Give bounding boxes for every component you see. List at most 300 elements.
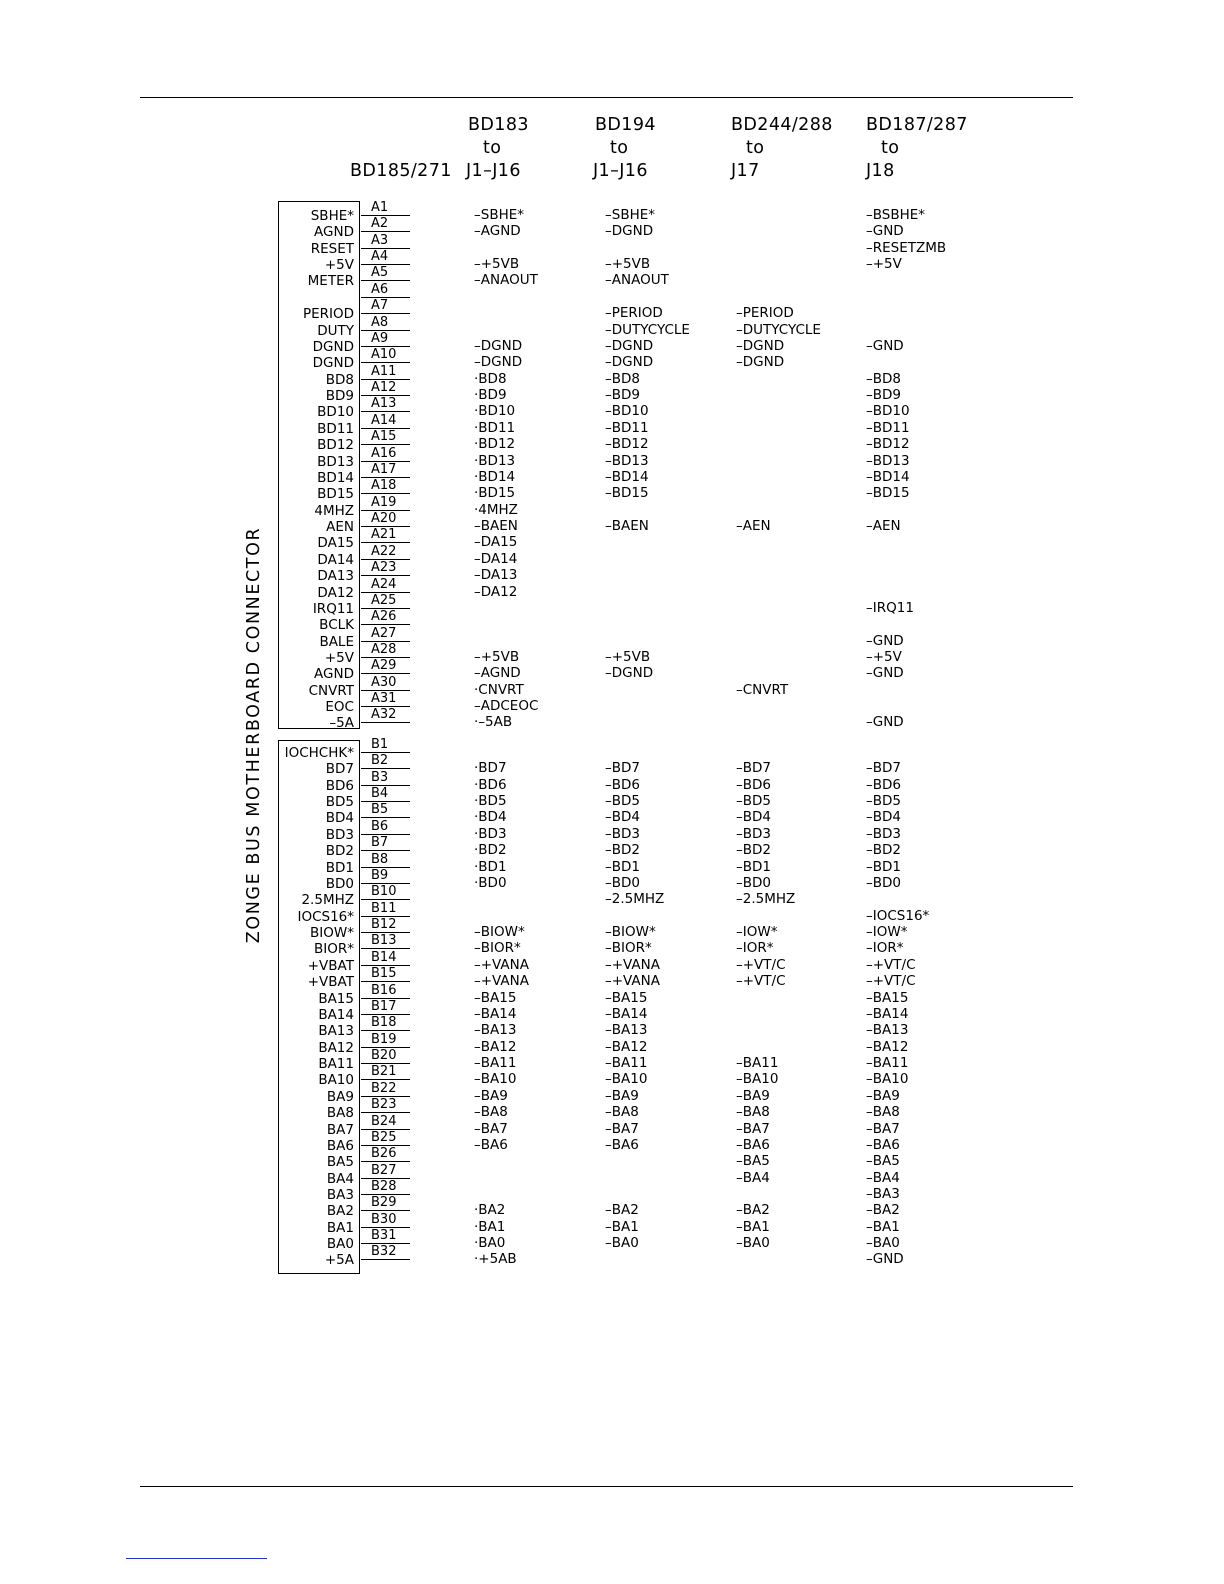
signal-c1: ·BD15 <box>474 485 516 502</box>
signal-c2: –BD3 <box>605 825 640 842</box>
signal-label: BA5 <box>326 1154 354 1171</box>
pin-number: B26 <box>371 1146 397 1162</box>
pin-number: A5 <box>371 265 389 281</box>
signal-c1: –SBHE* <box>474 207 525 223</box>
pin-number: B14 <box>371 949 397 965</box>
pin-number: B32 <box>371 1244 397 1260</box>
signal-c1: ·BD9 <box>474 387 507 404</box>
signal-c4: –BA12 <box>866 1038 909 1055</box>
pin-number: A27 <box>371 625 397 641</box>
col4-header-board: BD187/287 <box>866 115 968 135</box>
signal-c3: –BD2 <box>736 842 771 859</box>
col4-header-jack: J18 <box>866 161 895 181</box>
pin-number: B7 <box>371 835 389 851</box>
signal-c2: –BA13 <box>605 1022 648 1039</box>
signal-c1: ·4MHZ <box>474 501 518 518</box>
signal-label: +5A <box>324 1252 354 1269</box>
pin-number: A12 <box>371 380 397 396</box>
pin-a13 <box>361 396 410 412</box>
signal-c3: –+VT/C <box>736 956 786 973</box>
signal-c2: –BA6 <box>605 1136 639 1153</box>
signal-label: BA11 <box>318 1056 354 1073</box>
signal-c4: –BA15 <box>866 989 909 1006</box>
signal-c3: –BA10 <box>736 1071 779 1088</box>
signal-c4: –BA0 <box>866 1235 900 1252</box>
signal-c4: –GND <box>866 632 904 649</box>
signal-c3: –DUTYCYCLE <box>736 321 821 338</box>
pin-number: A10 <box>371 347 397 363</box>
signal-label: BD15 <box>317 486 354 503</box>
signal-c2: –BD1 <box>605 858 640 875</box>
pin-number: B12 <box>371 917 397 933</box>
signal-c3: –BA0 <box>736 1235 770 1252</box>
signal-label: IRQ11 <box>312 600 354 617</box>
signal-label: AGND <box>314 666 354 683</box>
signal-label: BD7 <box>325 761 354 778</box>
signal-c1: –ANAOUT <box>474 272 538 289</box>
signal-c2: –BD2 <box>605 842 640 859</box>
pin-number: B13 <box>371 933 397 949</box>
signal-c1: –+VANA <box>474 973 530 990</box>
signal-c2: –BD15 <box>605 485 649 502</box>
signal-label: EOC <box>325 699 354 716</box>
signal-c1: –BIOR* <box>474 940 521 957</box>
signal-c4: –GND <box>866 714 904 731</box>
pin-number: A31 <box>371 691 397 707</box>
signal-c4: –BD8 <box>866 370 901 387</box>
pin-a23 <box>361 560 410 576</box>
pin-b31 <box>361 1228 410 1244</box>
signal-c4: –IRQ11 <box>866 599 914 616</box>
signal-c2: –BD10 <box>605 403 649 420</box>
signal-c1: ·BD5 <box>474 793 507 810</box>
signal-c4: –+VT/C <box>866 956 916 973</box>
signal-label: BA14 <box>318 1006 354 1023</box>
pin-b10 <box>361 884 410 900</box>
signal-c3: –2.5MHZ <box>736 891 796 908</box>
signal-c4: –BA11 <box>866 1055 909 1072</box>
signal-c1: ·BD1 <box>474 858 507 875</box>
signal-c2: –+5VB <box>605 648 651 665</box>
pin-number: B2 <box>371 753 389 769</box>
pin-a16 <box>361 446 410 462</box>
pin-b12 <box>361 917 410 933</box>
signal-c2: –BD12 <box>605 436 649 453</box>
signal-c1: ·BD12 <box>474 436 516 453</box>
pin-b20 <box>361 1048 410 1064</box>
pin-b28 <box>361 1179 410 1195</box>
signal-c4: –IOR* <box>866 940 904 957</box>
signal-label: BD0 <box>325 875 354 892</box>
signal-label: BA9 <box>326 1088 354 1105</box>
signal-label: DA13 <box>317 568 354 585</box>
pin-number: B4 <box>371 786 389 802</box>
pin-a8 <box>361 315 410 331</box>
signal-c4: –GND <box>866 1251 904 1268</box>
signal-c2: –+5VB <box>605 256 651 273</box>
pin-b19 <box>361 1032 410 1048</box>
pin-number: B28 <box>371 1178 397 1194</box>
pin-number: A14 <box>371 412 397 428</box>
signal-c3: –BD6 <box>736 776 771 793</box>
signal-label: BD6 <box>325 777 354 794</box>
pin-b23 <box>361 1097 410 1113</box>
signal-c4: –BD3 <box>866 825 901 842</box>
pin-a26 <box>361 609 410 625</box>
signal-c2: –BD13 <box>605 452 649 469</box>
pin-number: A11 <box>371 363 397 379</box>
signal-c4: –BA4 <box>866 1169 900 1186</box>
pin-b7 <box>361 835 410 851</box>
signal-c4: –BD4 <box>866 809 901 826</box>
pin-b5 <box>361 802 410 818</box>
pin-b24 <box>361 1114 410 1130</box>
pin-a18 <box>361 478 410 494</box>
signal-c3: –BA4 <box>736 1169 770 1186</box>
signal-c2: –DUTYCYCLE <box>605 321 690 338</box>
signal-c3: –BA9 <box>736 1087 770 1104</box>
signal-c2: –DGND <box>605 354 654 371</box>
signal-c1: –DA15 <box>474 534 518 551</box>
signal-c1: –BA15 <box>474 989 517 1006</box>
signal-c4: –+5V <box>866 648 902 665</box>
pin-a14 <box>361 413 410 429</box>
signal-c1: –BA13 <box>474 1022 517 1039</box>
signal-c3: –BA5 <box>736 1153 770 1170</box>
col1-header-board: BD183 <box>468 115 529 135</box>
signal-c4: –RESETZMB <box>866 239 947 256</box>
signal-label: BD2 <box>325 843 354 860</box>
signal-label: BALE <box>319 633 354 650</box>
signal-c3: –IOR* <box>736 940 774 957</box>
signal-label: BA10 <box>318 1072 354 1089</box>
signal-c2: –BA9 <box>605 1087 639 1104</box>
signal-c3: –BD0 <box>736 874 771 891</box>
pin-a19 <box>361 495 410 511</box>
signal-c3: –BD4 <box>736 809 771 826</box>
signal-c1: –BA8 <box>474 1104 508 1121</box>
signal-c4: –BA13 <box>866 1022 909 1039</box>
signal-label: BD12 <box>317 437 354 454</box>
pin-a7 <box>361 298 410 314</box>
pin-b2 <box>361 753 410 769</box>
pin-a5 <box>361 265 410 281</box>
signal-c4: –BA8 <box>866 1104 900 1121</box>
signal-c2: –BD8 <box>605 370 640 387</box>
signal-c1: –BA7 <box>474 1120 508 1137</box>
bottom-rule <box>140 1486 1073 1487</box>
signal-c1: ·BA0 <box>474 1235 506 1252</box>
pin-number: A17 <box>371 461 397 477</box>
signal-c2: –BIOR* <box>605 940 652 957</box>
signal-label: BD10 <box>317 404 354 421</box>
signal-label: +VBAT <box>307 957 354 974</box>
pin-b4 <box>361 786 410 802</box>
signal-label: BD4 <box>325 810 354 827</box>
col4-header-to: to <box>881 138 900 158</box>
pin-number: B23 <box>371 1097 397 1113</box>
pin-b32 <box>361 1244 410 1260</box>
signal-c1: –BAEN <box>474 518 518 535</box>
pin-a6 <box>361 282 410 298</box>
signal-label: BD5 <box>325 794 354 811</box>
pin-number: A2 <box>371 216 389 232</box>
signal-c2: –BD7 <box>605 760 640 777</box>
pin-number: B27 <box>371 1162 397 1178</box>
signal-c2: –+VANA <box>605 973 661 990</box>
signal-label: DGND <box>312 355 354 372</box>
signal-c4: –IOCS16* <box>866 907 930 924</box>
signal-c2: –BA10 <box>605 1071 648 1088</box>
signal-label: BA4 <box>326 1170 354 1187</box>
signal-c2: –DGND <box>605 665 654 682</box>
signal-c3: –BD1 <box>736 858 771 875</box>
signal-c1: ·BD14 <box>474 468 516 485</box>
pin-number: B6 <box>371 818 389 834</box>
pin-a9 <box>361 331 410 347</box>
signal-c1: ·BD2 <box>474 842 507 859</box>
signal-label: SBHE* <box>310 208 354 224</box>
pin-number: B29 <box>371 1195 397 1211</box>
signal-label: BD9 <box>325 388 354 405</box>
signal-c2: –BA2 <box>605 1202 639 1219</box>
signal-c4: –BD6 <box>866 776 901 793</box>
pin-b1 <box>361 737 410 753</box>
signal-c1: ·BD7 <box>474 760 507 777</box>
signal-label: BA13 <box>318 1023 354 1040</box>
pin-a4 <box>361 249 410 265</box>
signal-c2: –BD14 <box>605 468 649 485</box>
pin-a10 <box>361 347 410 363</box>
pin-b9 <box>361 868 410 884</box>
signal-c3: –BA1 <box>736 1218 770 1235</box>
signal-c2: –2.5MHZ <box>605 891 665 908</box>
pin-b16 <box>361 983 410 999</box>
signal-label: BA15 <box>318 990 354 1007</box>
signal-c1: –BA6 <box>474 1136 508 1153</box>
signal-c1: –BIOW* <box>474 924 525 941</box>
signal-label: BA1 <box>326 1219 354 1236</box>
signal-c4: –BD14 <box>866 468 910 485</box>
signal-c2: –BD5 <box>605 793 640 810</box>
pin-number: A19 <box>371 494 397 510</box>
pin-number: B19 <box>371 1031 397 1047</box>
signal-c2: –BD0 <box>605 874 640 891</box>
signal-c4: –BA14 <box>866 1005 909 1022</box>
pin-a20 <box>361 511 410 527</box>
pin-number: B22 <box>371 1080 397 1096</box>
pin-number: B31 <box>371 1228 397 1244</box>
signal-c1: –BA9 <box>474 1087 508 1104</box>
signal-c4: –AEN <box>866 518 901 535</box>
pin-number: A18 <box>371 478 397 494</box>
pin-b21 <box>361 1064 410 1080</box>
signal-c1: –+5VB <box>474 648 520 665</box>
signal-c4: –BD11 <box>866 419 910 436</box>
pin-a29 <box>361 658 410 674</box>
pin-b26 <box>361 1146 410 1162</box>
pin-number: A32 <box>371 707 397 723</box>
pin-a28 <box>361 642 410 658</box>
pin-number: B18 <box>371 1015 397 1031</box>
pin-b25 <box>361 1130 410 1146</box>
signal-label: +5V <box>324 649 354 666</box>
signal-c1: –BA11 <box>474 1055 517 1072</box>
signal-c3: –BA11 <box>736 1055 779 1072</box>
signal-label: BA7 <box>326 1121 354 1138</box>
signal-c2: –BA14 <box>605 1005 648 1022</box>
signal-label: AEN <box>326 519 354 536</box>
signal-c2: –BAEN <box>605 518 649 535</box>
signal-label: CNVRT <box>308 682 354 699</box>
pin-a17 <box>361 462 410 478</box>
signal-label: –5A <box>329 715 354 732</box>
pin-b29 <box>361 1195 410 1211</box>
signal-c2: –BD11 <box>605 419 649 436</box>
pin-b6 <box>361 819 410 835</box>
signal-c4: –+5V <box>866 256 902 273</box>
signal-c4: –BD13 <box>866 452 910 469</box>
pin-number: B9 <box>371 867 389 883</box>
signal-label: +VBAT <box>307 974 354 991</box>
signal-label: BA12 <box>318 1039 354 1056</box>
signal-c1: –DA14 <box>474 550 518 567</box>
pin-number: B8 <box>371 851 389 867</box>
signal-c3: –IOW* <box>736 924 778 941</box>
signal-c2: –BA11 <box>605 1055 648 1072</box>
signal-c3: –BA7 <box>736 1120 770 1137</box>
signal-c2: –BD4 <box>605 809 640 826</box>
pin-a24 <box>361 577 410 593</box>
pin-number: A24 <box>371 576 397 592</box>
signal-c2: –+VANA <box>605 956 661 973</box>
signal-label: BIOR* <box>314 941 354 958</box>
pin-a21 <box>361 527 410 543</box>
pin-a22 <box>361 544 410 560</box>
signal-c4: –BD1 <box>866 858 901 875</box>
signal-c1: ·BD6 <box>474 776 507 793</box>
signal-label: BD3 <box>325 826 354 843</box>
signal-c4: –BA5 <box>866 1153 900 1170</box>
signal-label: AGND <box>314 224 354 241</box>
pin-b17 <box>361 999 410 1015</box>
signal-label: PERIOD <box>302 306 354 323</box>
signal-c3: –BD3 <box>736 825 771 842</box>
signal-label: 2.5MHZ <box>301 892 354 909</box>
signal-label: METER <box>307 273 354 290</box>
signal-label: BA2 <box>326 1203 354 1220</box>
signal-c4: –BA7 <box>866 1120 900 1137</box>
signal-label: DA15 <box>317 535 354 552</box>
signal-c4: –BD12 <box>866 436 910 453</box>
signal-c1: –AGND <box>474 223 521 240</box>
pin-b11 <box>361 901 410 917</box>
signal-c2: –BA8 <box>605 1104 639 1121</box>
signal-c1: –DA13 <box>474 567 518 584</box>
signal-c4: –BD2 <box>866 842 901 859</box>
signal-c2: –DGND <box>605 337 654 354</box>
signal-c4: –GND <box>866 665 904 682</box>
signal-c1: ·BD10 <box>474 403 516 420</box>
signal-label: BA8 <box>326 1105 354 1122</box>
pin-number: A23 <box>371 560 397 576</box>
signal-label: RESET <box>310 240 354 257</box>
signal-c4: –GND <box>866 337 904 354</box>
signal-label: BA3 <box>326 1186 354 1203</box>
signal-label: DUTY <box>317 322 354 339</box>
pin-number: B17 <box>371 998 397 1014</box>
signal-label: DA14 <box>317 551 354 568</box>
col2-header-board: BD194 <box>595 115 656 135</box>
pin-number: B5 <box>371 802 389 818</box>
pin-number: A22 <box>371 543 397 559</box>
signal-c1: –DA12 <box>474 583 518 600</box>
signal-c1: –ADCEOC <box>474 698 539 715</box>
signal-label: DA12 <box>317 584 354 601</box>
signal-c2: –BD6 <box>605 776 640 793</box>
col3-header-to: to <box>746 138 765 158</box>
signal-c2: –BD9 <box>605 387 640 404</box>
signal-c3: –+VT/C <box>736 973 786 990</box>
signal-c2: –DGND <box>605 223 654 240</box>
pin-number: A8 <box>371 314 389 330</box>
pin-b3 <box>361 770 410 786</box>
pin-number: A21 <box>371 527 397 543</box>
pin-b15 <box>361 966 410 982</box>
pin-number: A28 <box>371 641 397 657</box>
pin-a15 <box>361 429 410 445</box>
signal-c2: –BA15 <box>605 989 648 1006</box>
pin-a30 <box>361 675 410 691</box>
signal-label: BD14 <box>317 469 354 486</box>
signal-c2: –BIOW* <box>605 924 656 941</box>
pin-number: A1 <box>371 200 389 215</box>
signal-c4: –BD15 <box>866 485 910 502</box>
col2-header-jack: J1–J16 <box>593 161 648 181</box>
signal-c1: –+5VB <box>474 256 520 273</box>
pin-number: A13 <box>371 396 397 412</box>
pin-number: B16 <box>371 982 397 998</box>
signal-c1: ·BD4 <box>474 809 507 826</box>
pin-number: B20 <box>371 1048 397 1064</box>
signal-c3: –PERIOD <box>736 305 794 322</box>
signal-c1: –BA10 <box>474 1071 517 1088</box>
signal-c4: –BD0 <box>866 874 901 891</box>
pin-number: A25 <box>371 592 397 608</box>
pin-b18 <box>361 1015 410 1031</box>
signal-c1: ·BA2 <box>474 1202 506 1219</box>
signal-c4: –BD7 <box>866 760 901 777</box>
signal-label: DGND <box>312 338 354 355</box>
col1-header-jack: J1–J16 <box>466 161 521 181</box>
pin-number: A29 <box>371 658 397 674</box>
signal-c4: –BD9 <box>866 387 901 404</box>
pin-number: B10 <box>371 884 397 900</box>
signal-c1: ·BA1 <box>474 1218 506 1235</box>
signal-c4: –BD5 <box>866 793 901 810</box>
signal-c4: –BA2 <box>866 1202 900 1219</box>
pin-number: A26 <box>371 609 397 625</box>
col3-header-jack: J17 <box>731 161 760 181</box>
pin-number: B30 <box>371 1211 397 1227</box>
pin-number: B11 <box>371 900 397 916</box>
signal-label: BCLK <box>319 617 354 634</box>
signal-c4: –BA9 <box>866 1087 900 1104</box>
pin-number: B1 <box>371 737 389 752</box>
col3-header-board: BD244/288 <box>731 115 833 135</box>
signal-c1: ·BD11 <box>474 419 516 436</box>
col2-header-to: to <box>610 138 629 158</box>
